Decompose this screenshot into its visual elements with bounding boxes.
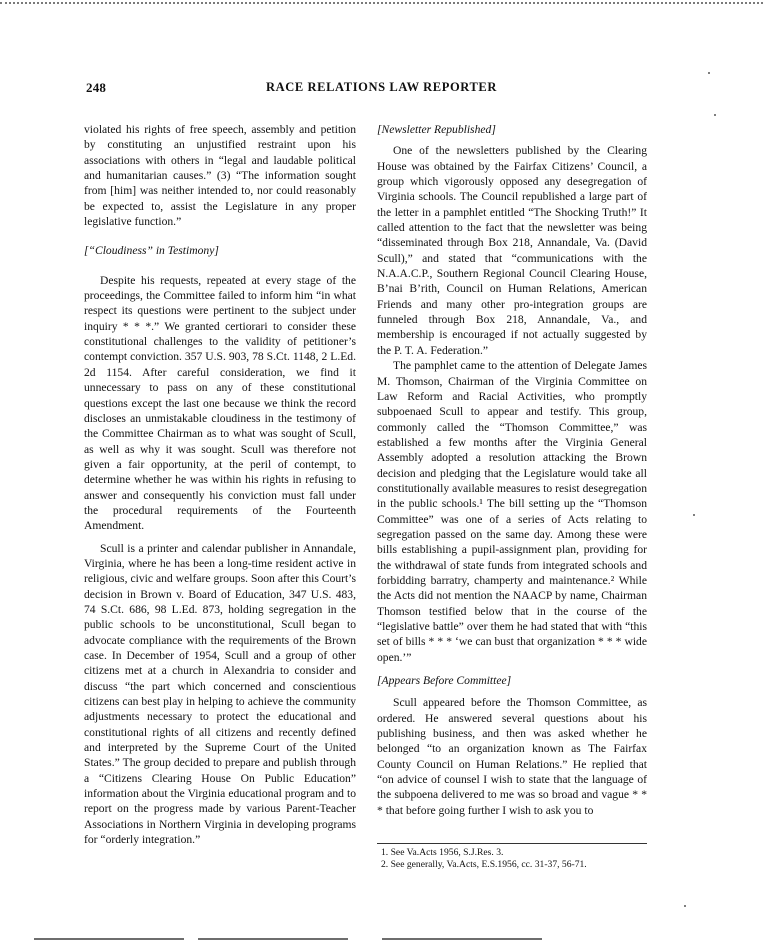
paragraph: Scull appeared before the Thomson Committee, as ordered. He answered several questions about his publishing business, and then was asked whether he belonged “to an organization known as The Fairfax County Council on Human Relations.” He replied that “on advice of counsel I wish to state that the language of the subpoena delivered to me was so broad and vague * * * that before going further I wish to ask you to: [377, 696, 647, 817]
right-column: [377, 122, 647, 818]
scan-speck: [693, 514, 695, 516]
paragraph: Despite his requests, repeated at every stage of the proceedings, the Committee failed to inform him “in what respect its questions were pertinent to the subject under inquiry * * *.” We granted certiorari to consider these constitutional challenges to the validity of petitioner’s contempt conviction. 357 U.S. 903, 78 S.Ct. 1148, 2 L.Ed. 2d 1154. After careful consideration, we find it unnecessary to pass on any of these constitutional questions except the last one because we think the record discloses an unmistakable cloudiness in the testimony of the Committee Chairman as to what was sought of Scull, as well as why it was sought. Scull was therefore not given a fair opportunity, at the peril of contempt, to determine whether he was within his rights in refusing to answer and consequently his conviction must fall under the procedural requirements of the Fourteenth Amendment.: [84, 273, 356, 533]
footnote: 2. See generally, Va.Acts, E.S.1956, cc. 31-37, 56-71.: [381, 858, 587, 870]
bottom-rule-middle: [198, 938, 348, 940]
section-heading: [“Cloudiness” in Testimony]: [84, 244, 219, 258]
top-dotted-border: [0, 2, 763, 4]
scan-speck: [684, 905, 686, 907]
left-column: [84, 122, 356, 847]
footnote: 1. See Va.Acts 1956, S.J.Res. 3.: [381, 847, 504, 858]
paragraph: One of the newsletters published by the Clearing House was obtained by the Fairfax Citizens’ Council, a group which vigorously opposed any desegregation of Virginia schools. The Council republished a large part of the letter in a pamphlet entitled “The Shocking Truth!” It called attention to the fact that the newsletter was being “disseminated through Box 218, Annandale, Va. (David Scull),” and stated that “communications with the N.A.A.C.P., Southern Regional Council Clearing House, B’nai B’rith, Council on Human Relations, American Friends and many other pro-integration groups are funneled through Box 218, Annandale, Va., and membership is encouraged if not actually suggested by the P. T. A. Federation.”: [377, 144, 647, 357]
section-heading: [Appears Before Committee]: [377, 674, 512, 688]
paragraph: The pamphlet came to the attention of Delegate James M. Thomson, Chairman of the Virginia Committee on Law Reform and Racial Activities, who promptly subpoenaed Scull to appear and testify. This group, commonly called the “Thomson Committee,” was established a few months after the Virginia General Assembly adopted a resolution attacking the Brown decision and pledging that the Legislature would take all constitutionally available measures to resist desegregation in the public schools.¹ The bill setting up the “Thomson Committee” was one of a series of Acts relating to segregation passed on the same day. Among these were bills establishing a pupil-assignment plan, providing for the withdrawal of state funds from integrated schools and forbidding barratry, champerty and maintenance.² While the Acts did not mention the NAACP by name, Chairman Thomson testified below that in the course of the “legislative battle” over them he had stated that with “this set of bills * * * ‘we can bust that organization * * * wide open.’”: [377, 359, 647, 664]
footnotes: [377, 843, 647, 870]
bottom-rule-left: [34, 938, 184, 940]
running-head: RACE RELATIONS LAW REPORTER: [266, 80, 497, 94]
page-number: 248: [86, 80, 107, 95]
scan-speck: [714, 114, 716, 116]
scan-speck: [708, 72, 710, 74]
paragraph: violated his rights of free speech, assembly and petition by constituting an unjustified restraint upon his associations with others in “legal and laudable political and humanitarian causes.” (3) “The information sought from [him] was neither intended to, nor could reasonably be expected to, assist the Legislature in any proper legislative function.”: [84, 123, 356, 229]
section-heading: [Newsletter Republished]: [377, 123, 496, 136]
bottom-rule-right: [382, 938, 542, 940]
paragraph: Scull is a printer and calendar publisher in Annandale, Virginia, where he has been a long-time resident active in religious, civic and welfare groups. Soon after this Court’s decision in Brown v. Board of Education, 347 U.S. 483, 74 S.Ct. 686, 98 L.Ed. 873, holding segregation in the public schools to be unconstitutional, Scull began to advocate compliance with the requirements of the Brown case. In December of 1954, Scull and a group of other citizens met at a church in Alexandria to consider and discuss “the part which concerned and conscientious citizens can best play in helping to achieve the community adjustments necessary to protect the educational and constitutional rights of all citizens and recently defined and interpreted by the Supreme Court of the United States.” The group decided to prepare and publish through a “Citizens Clearing House On Public Education” information about the Virginia educational program and to report on the progress made by various Parent-Teacher Associations in Northern Virginia in developing programs for “orderly integration.”: [84, 541, 356, 847]
